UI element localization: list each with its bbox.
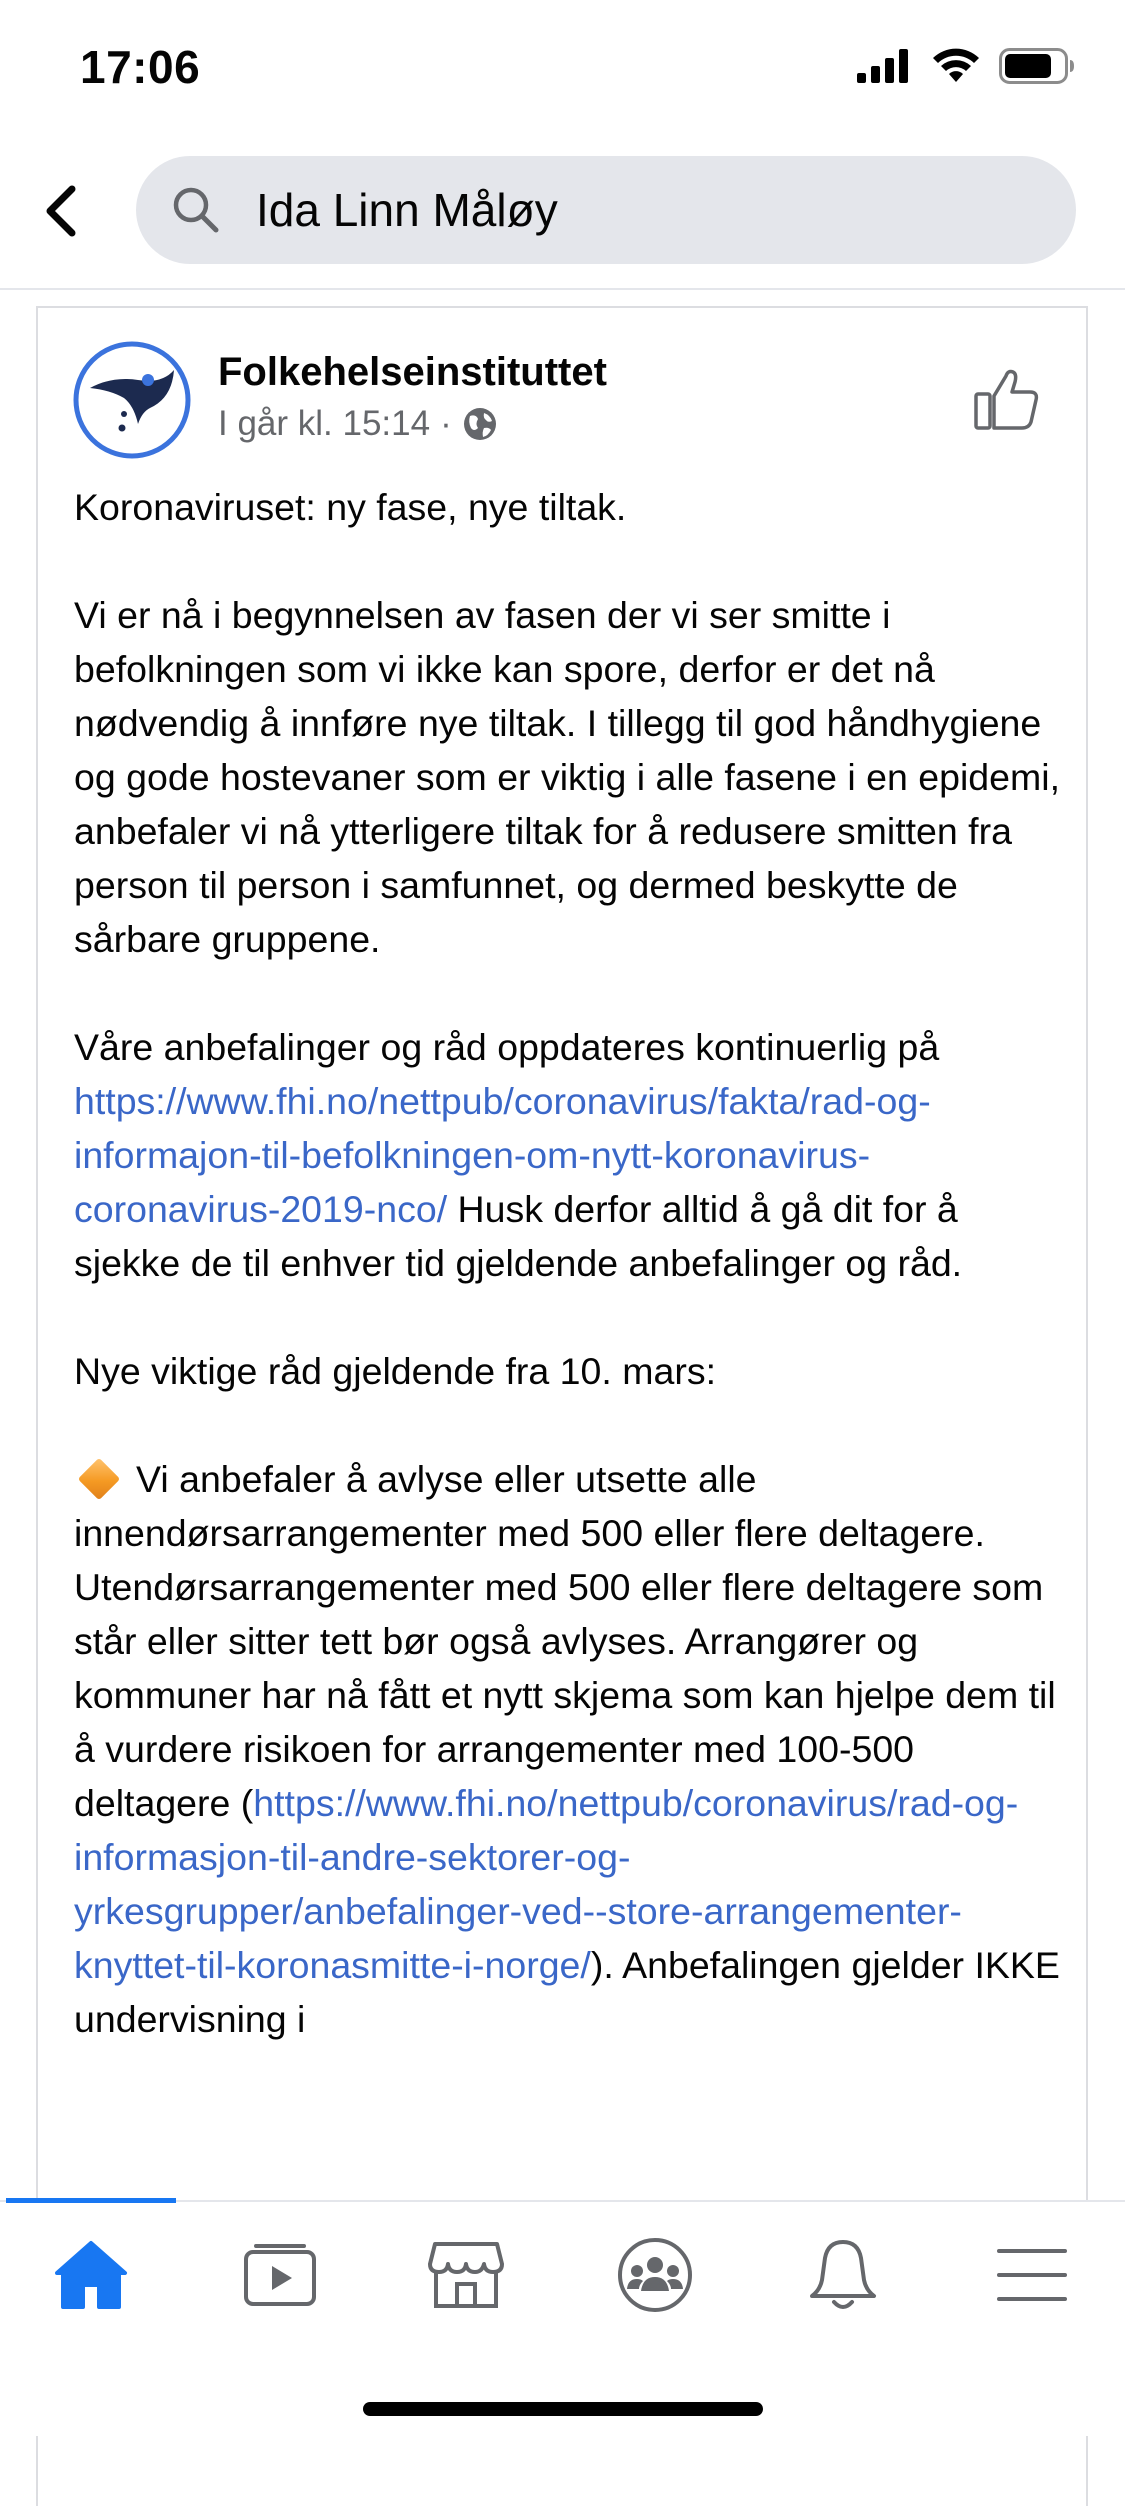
active-tab-indicator <box>6 2198 176 2203</box>
tab-home[interactable] <box>36 2230 146 2320</box>
paragraph-text: Vi anbefaler å avlyse eller utsette alle innendørsarrangementer med 500 eller flere deltagere. Utendørsarrangementer med 500 eller flere deltagere som står eller sitter tett bør også avlyses. Arrangører og kommuner har nå fått et nytt skjema som kan hjelpe dem til å vurdere risikoen for arrangementer med 100-500 deltagere ( <box>74 1458 1056 1824</box>
search-header <box>0 132 1125 290</box>
post-card <box>36 306 1088 2506</box>
tab-notifications[interactable] <box>788 2230 898 2320</box>
search-input[interactable] <box>136 156 1076 264</box>
orange-diamond-icon <box>78 1458 120 1500</box>
page-name[interactable]: Folkehelseinstituttet <box>218 350 607 394</box>
search-query: Ida Linn Måløy <box>256 184 558 236</box>
post-paragraph: Nye viktige råd gjeldende fra 10. mars: <box>74 1350 716 1392</box>
tab-marketplace[interactable] <box>411 2230 521 2320</box>
search-icon <box>170 184 222 236</box>
tab-menu[interactable] <box>977 2230 1087 2320</box>
wifi-icon <box>931 48 981 84</box>
fhi-events-link[interactable]: https://www.fhi.no/nettpub/coronavirus/rad-og-informasjon-til-andre-sektorer-og-yrkesgrupper/anbefalinger-ved--store-arrangementer-knyttet-til-koronasmitte-i-norge/ <box>74 1782 1019 1986</box>
chevron-left-icon <box>40 185 80 237</box>
post-body <box>74 480 1064 2100</box>
status-bar <box>0 0 1125 132</box>
paragraph-text: Husk derfor alltid å gå dit for å sjekke de til enhver tid gjeldende anbefalinger og råd. <box>74 1188 963 1284</box>
bottom-tab-bar <box>0 2200 1125 2436</box>
status-icons <box>857 48 1075 84</box>
paragraph-text: Våre anbefalinger og råd oppdateres kontinuerlig på <box>74 1026 940 1068</box>
home-indicator[interactable] <box>363 2402 763 2416</box>
thumbs-up-icon <box>972 364 1042 434</box>
like-button[interactable] <box>972 364 1042 434</box>
groups-icon <box>615 2235 695 2315</box>
bell-icon <box>808 2236 878 2314</box>
post-paragraph: Vi er nå i begynnelsen av fasen der vi ser smitte i befolkningen som vi ikke kan spore, derfor er det nå nødvendig å innføre nye tiltak. I tillegg til god håndhygiene og gode hostevaner som er viktig i alle fasene i en epidemi, anbefaler vi nå ytterligere tiltak for å redusere smitten fra person til person i samfunnet, og dermed beskytte de sårbare gruppene. <box>74 594 1060 960</box>
status-time: 17:06 <box>80 41 201 93</box>
fhi-info-link[interactable]: https://www.fhi.no/nettpub/coronavirus/fakta/rad-og-informajon-til-befolkningen-om-nytt-koronavirus-coronavirus-2019-nco/ <box>74 1080 931 1230</box>
post-meta <box>218 404 498 444</box>
back-button[interactable] <box>30 176 90 246</box>
paragraph-text: ). Anbefalingen gjelder IKKE undervisning i <box>74 1944 1060 2040</box>
post-timestamp[interactable]: I går kl. 15:14 <box>218 404 431 443</box>
globe-icon <box>462 406 498 442</box>
marketplace-shop-icon <box>427 2240 505 2310</box>
meta-separator: · <box>440 404 452 443</box>
tab-groups[interactable] <box>600 2230 710 2320</box>
page-avatar[interactable] <box>72 340 192 460</box>
post-paragraph: Koronaviruset: ny fase, nye tiltak. <box>74 486 627 528</box>
post-paragraph <box>74 1452 1064 2046</box>
video-play-icon <box>242 2242 318 2308</box>
tab-watch[interactable] <box>225 2230 335 2320</box>
home-icon <box>53 2239 129 2311</box>
battery-icon <box>999 48 1075 84</box>
hamburger-menu-icon <box>997 2247 1067 2303</box>
post-paragraph <box>74 1020 1064 1290</box>
cellular-signal-icon <box>857 49 913 83</box>
